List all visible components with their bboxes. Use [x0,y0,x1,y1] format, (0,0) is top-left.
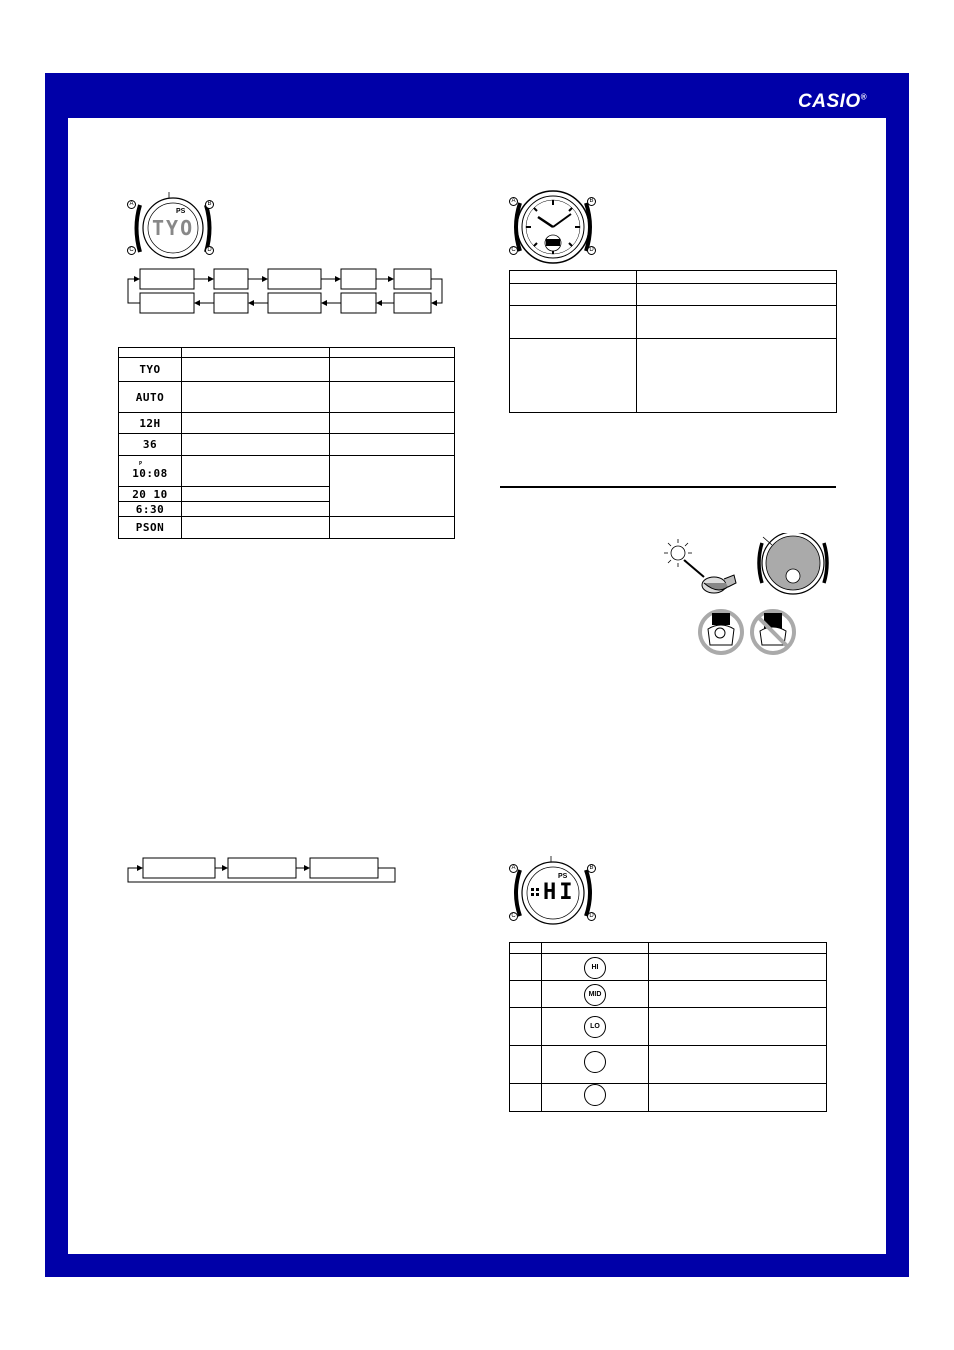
table-row [510,1008,827,1046]
setting-sequence-diagram [120,265,450,317]
table-row [119,413,455,434]
table-row [119,382,455,413]
table-row [510,1084,827,1112]
level-blank-icon [584,1051,606,1073]
level-empty-icon [584,1084,606,1106]
button-c-label: C [509,246,518,255]
button-c-label: C [127,246,136,255]
button-b-label: B [587,197,596,206]
table-row [119,517,455,539]
settings-table [118,347,455,539]
button-b-label: B [587,864,596,873]
lcd-time: 10:08 [132,467,168,480]
lcd-cell: 6:30 [119,502,182,517]
button-a-label: A [127,200,136,209]
button-b-label: B [205,200,214,209]
table-row [119,358,455,382]
info-table [509,270,837,413]
level-table [509,942,827,1112]
table-row [119,434,455,456]
button-a-label: A [509,864,518,873]
table-row [510,306,837,339]
lcd-cell: 20 10 [119,487,182,502]
lcd-cell: 36 [119,434,182,456]
ps-indicator: PS [558,873,568,880]
table-row [510,981,827,1008]
button-d-label: D [587,912,596,921]
watch-display-text: HI [543,880,576,905]
pm-indicator: P [139,461,143,467]
lcd-cell: AUTO [119,382,182,413]
button-d-label: D [587,246,596,255]
table-row [510,339,837,413]
lcd-cell [119,456,182,487]
ps-indicator: PS [176,208,186,215]
lcd-cell: TYO [119,358,182,382]
button-a-label: A [509,197,518,206]
casio-logo: CASIO® [798,91,868,112]
lcd-cell: PSON [119,517,182,539]
button-c-label: C [509,912,518,921]
level-lo-icon: LO [584,1016,606,1038]
level-hi-icon: HI [584,957,606,979]
wrist-icon-1 [700,611,742,653]
table-row [510,284,837,306]
table-row [510,1046,827,1084]
table-row [119,456,455,487]
wrist-icon-2 [752,611,794,653]
cycle-diagram [122,852,402,886]
section-divider [500,486,836,488]
button-d-label: D [205,246,214,255]
watch-face-analog [507,187,599,267]
table-row [510,954,827,981]
charging-illustration [660,533,840,657]
watch-display-text: TYO [152,216,195,240]
level-mid-icon: MID [584,984,606,1006]
lcd-cell: 12H [119,413,182,434]
